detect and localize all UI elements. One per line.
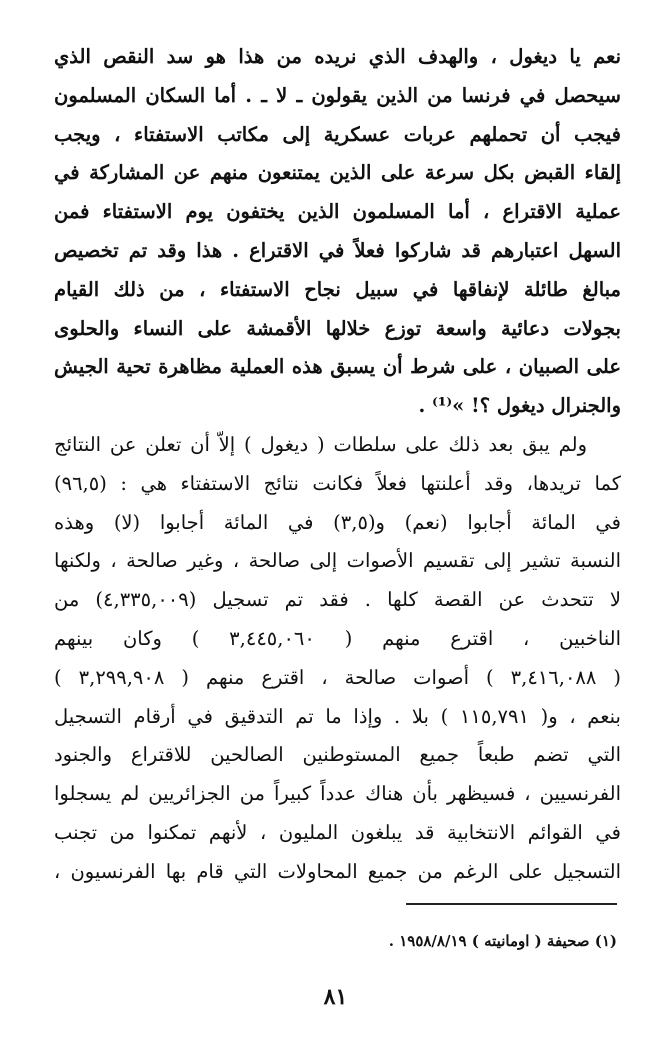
quote-line: سيحصل في فرنسا من الذين يقولون ـ لا ـ . أما السكان المسلمون	[54, 83, 621, 107]
body-line: لا تتحدث عن القصة كلها . فقد تم تسجيل (٤,٣٣٥,٠٠٩) من	[54, 588, 621, 612]
body-line: ولم يبق بعد ذلك على سلطات ( ديغول ) إلاّ أن تعلن عن النتائج	[54, 433, 587, 456]
body-paragraph	[54, 426, 621, 892]
footnote: (١) صحيفة ( اومانيته ) ١٩٥٨/٨/١٩ .	[388, 932, 617, 950]
quote-line: والجنرال ديغول ؟! »⁽¹⁾ .	[418, 394, 621, 418]
body-line: ( ٣,٤١٦,٠٨٨ ) أصوات صالحة ، اقترع منهم ( ٣,٢٩٩,٩٠٨ )	[54, 665, 621, 689]
quote-line: فيجب أن تحملهم عربات عسكرية إلى مكاتب الاستفتاء ، ويجب	[54, 122, 621, 146]
footnote-divider	[406, 903, 617, 905]
body-line: كما تريدها، وقد أعلنتها فعلاً فكانت نتائج الاستفتاء هي : (٩٦,٥)	[54, 471, 621, 495]
body-line: في القوائم الانتخابية قد يبلغون المليون ، لأنهم تمكنوا من تجنب	[54, 820, 621, 844]
body-line: التسجيل على الرغم من جميع المحاولات التي قام بها الفرنسيون ،	[54, 859, 621, 883]
quote-line: مبالغ طائلة لإنفاقها في سبيل نجاح الاستفتاء ، من ذلك القيام	[54, 277, 621, 301]
quote-line: عملية الاقتراع ، أما المسلمون الذين يختفون يوم الاستفتاء فمن	[54, 200, 621, 224]
quote-line: نعم يا ديغول ، والهدف الذي نريده من هذا هو سد النقص الذي	[54, 45, 621, 68]
quoted-passage	[54, 38, 621, 426]
quote-line: إلقاء القبض بكل سرعة على الذين يمتنعون منهم عن المشاركة في	[54, 161, 621, 185]
body-line: الناخبين ، اقترع منهم ( ٣,٤٤٥,٠٦٠ ) وكان بينهم	[54, 626, 621, 650]
quote-line: بجولات دعائية واسعة توزع خلالها الأقمشة على النساء والحلوى	[54, 316, 621, 340]
body-line: التي تضم طبعاً جميع المستوطنين الصالحين للاقتراع والجنود	[54, 743, 621, 767]
body-line: الفرنسيين ، فسيظهر بأن هناك عدداً كبيراً من الجزائريين لم يسجلوا	[54, 782, 621, 806]
body-line: في المائة أجابوا (نعم) و(٣,٥) في المائة أجابوا (لا) وهذه	[54, 510, 621, 534]
body-line: النسبة تشير إلى تقسيم الأصوات إلى صالحة ، وغير صالحة ، ولكنها	[54, 549, 621, 573]
quote-line: على الصبيان ، على شرط أن يسبق هذه العملية مظاهرة تحية الجيش	[54, 355, 621, 379]
body-line: بنعم ، و( ١١٥,٧٩١ ) بلا . وإذا ما تم التدقيق في أرقام التسجيل	[54, 704, 621, 728]
quote-line: السهل اعتبارهم قد شاركوا فعلاً في الاقتراع . هذا وقد تم تخصيص	[54, 238, 621, 262]
page-number: ٨١	[323, 984, 348, 1010]
